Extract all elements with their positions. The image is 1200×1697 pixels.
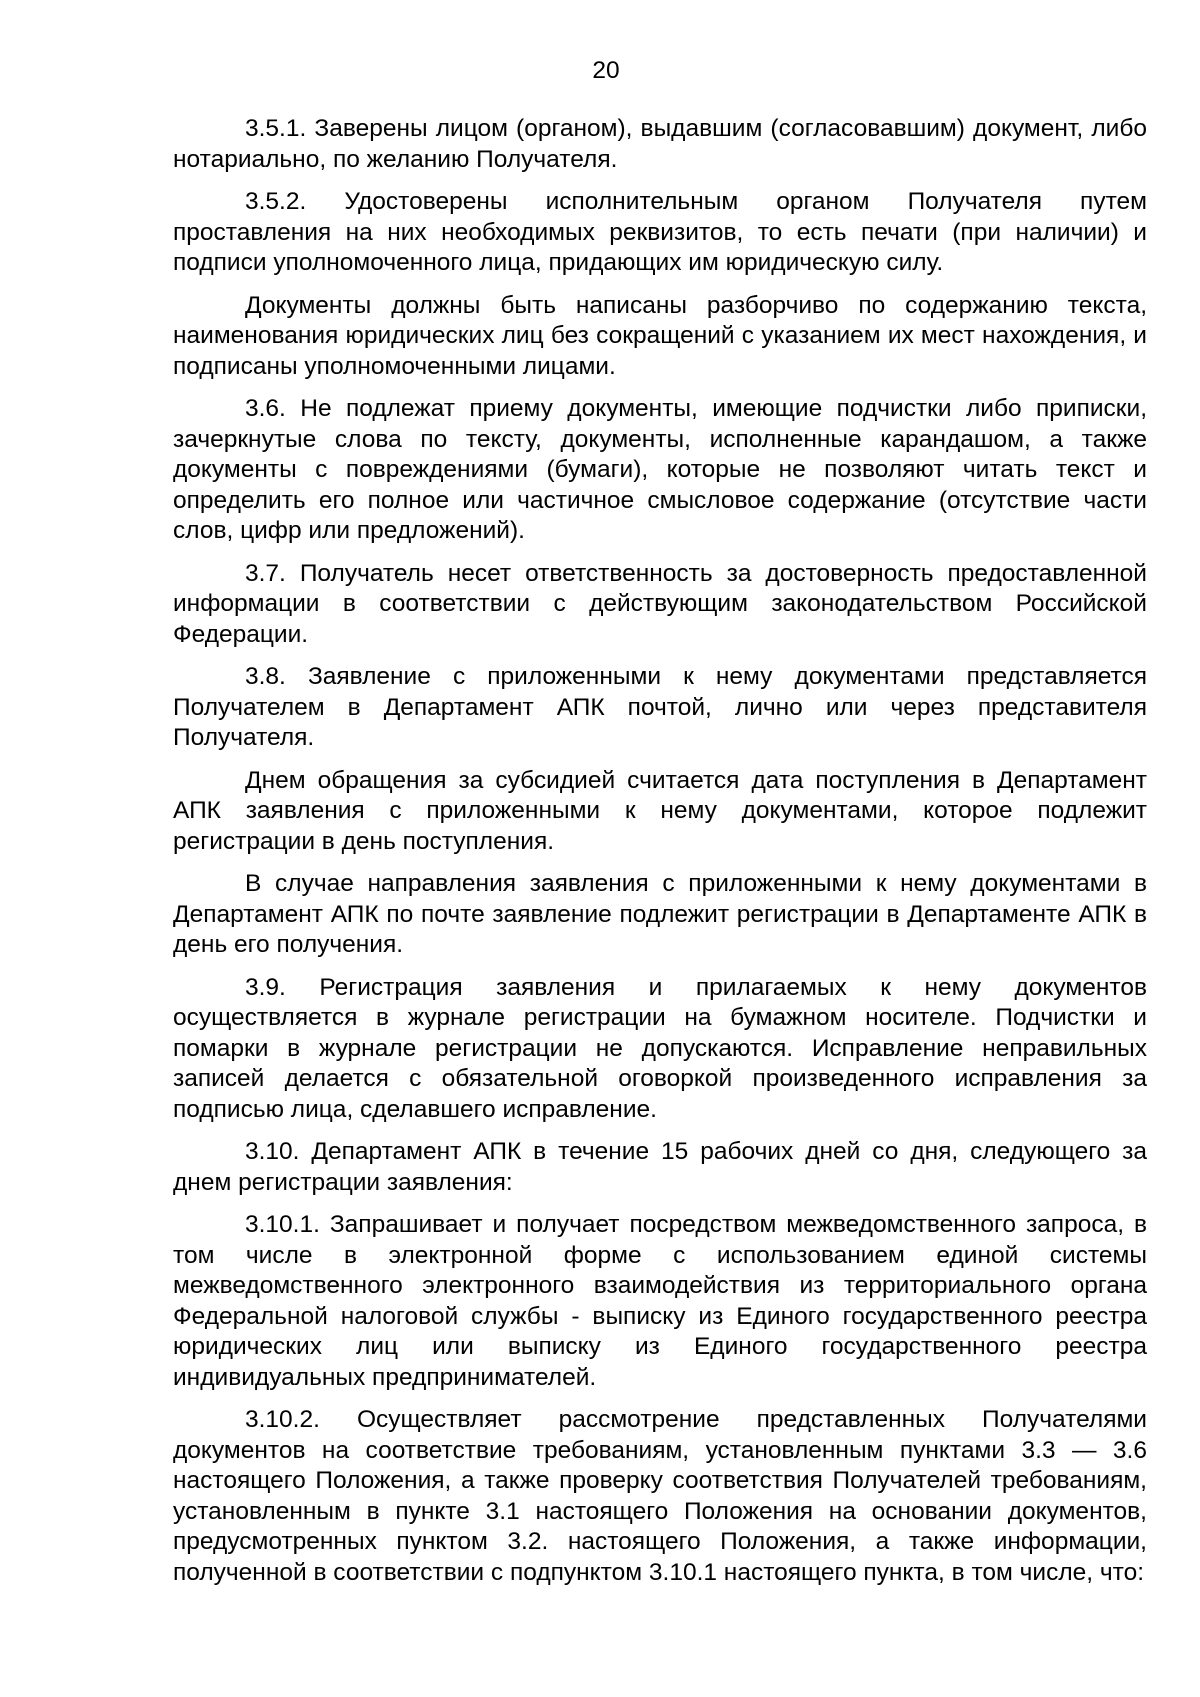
paragraph-3-5-1: 3.5.1. Заверены лицом (органом), выдавшим (согласовавшим) документ, либо нотариально, по желанию Получателя. <box>173 115 1147 173</box>
paragraph-3-7: 3.7. Получатель несет ответственность за достоверность предоставленной информации в соответствии с действующим законодательством Российской Федерации. <box>173 559 1147 648</box>
document-body <box>173 114 1147 1600</box>
paragraph-3-5-2: 3.5.2. Удостоверены исполнительным органом Получателя путем проставления на них необходимых реквизитов, то есть печати (при наличии) и подписи уполномоченного лица, придающих им юридическую силу. <box>173 188 1147 276</box>
paragraph-3-10: 3.10. Департамент АПК в течение 15 рабочих дней со дня, следующего за днем регистрации заявления: <box>173 1138 1147 1196</box>
page-number: 20 <box>592 57 620 84</box>
paragraph-3-10-2: 3.10.2. Осуществляет рассмотрение представленных Получателями документов на соответствие требованиям, установленным пунктами 3.3 — 3.6 настоящего Положения, а также проверку соответствия Получателей требованиям, установленным в пункте 3.1 настоящего Положения на основании документов, предусмотренных пунктом 3.2. настоящего Положения, а также информации, полученной в соответствии с подпунктом 3.10.1 настоящего пункта, в том числе, что: <box>173 1406 1147 1586</box>
paragraph-3-10-1: 3.10.1. Запрашивает и получает посредством межведомственного запроса, в том числе в электронной форме с использованием единой системы межведомственного электронного взаимодействия из территориального органа Федеральной налоговой службы - выписку из Единого государственного реестра юридических лиц или выписку из Единого государственного реестра индивидуальных предпринимателей. <box>173 1211 1147 1391</box>
paragraph-3-9: 3.9. Регистрация заявления и прилагаемых к нему документов осуществляется в журнале регистрации на бумажном носителе. Подчистки и помарки в журнале регистрации не допускаются. Исправление неправильных записей делается с обязательной оговоркой произведенного исправления за подписью лица, сделавшего исправление. <box>173 973 1147 1123</box>
paragraph-application-date: Днем обращения за субсидией считается дата поступления в Департамент АПК заявления с приложенными к нему документами, которое подлежит регистрации в день поступления. <box>173 766 1147 855</box>
paragraph-3-6: 3.6. Не подлежат приему документы, имеющие подчистки либо приписки, зачеркнутые слова по тексту, документы, исполненные карандашом, а также документы с повреждениями (бумаги), которые не позволяют читать текст и определить его полное или частичное смысловое содержание (отсутствие части слов, цифр или предложений). <box>173 395 1147 544</box>
paragraph-3-8: 3.8. Заявление с приложенными к нему документами представляется Получателем в Департамент АПК почтой, лично или через представителя Получателя. <box>173 663 1147 751</box>
paragraph-postal-registration: В случае направления заявления с приложенными к нему документами в Департамент АПК по почте заявление подлежит регистрации в Департаменте АПК в день его получения. <box>173 870 1147 958</box>
paragraph-documents-requirements: Документы должны быть написаны разборчиво по содержанию текста, наименования юридических лиц без сокращений с указанием их мест нахождения, и подписаны уполномоченными лицами. <box>173 291 1147 380</box>
